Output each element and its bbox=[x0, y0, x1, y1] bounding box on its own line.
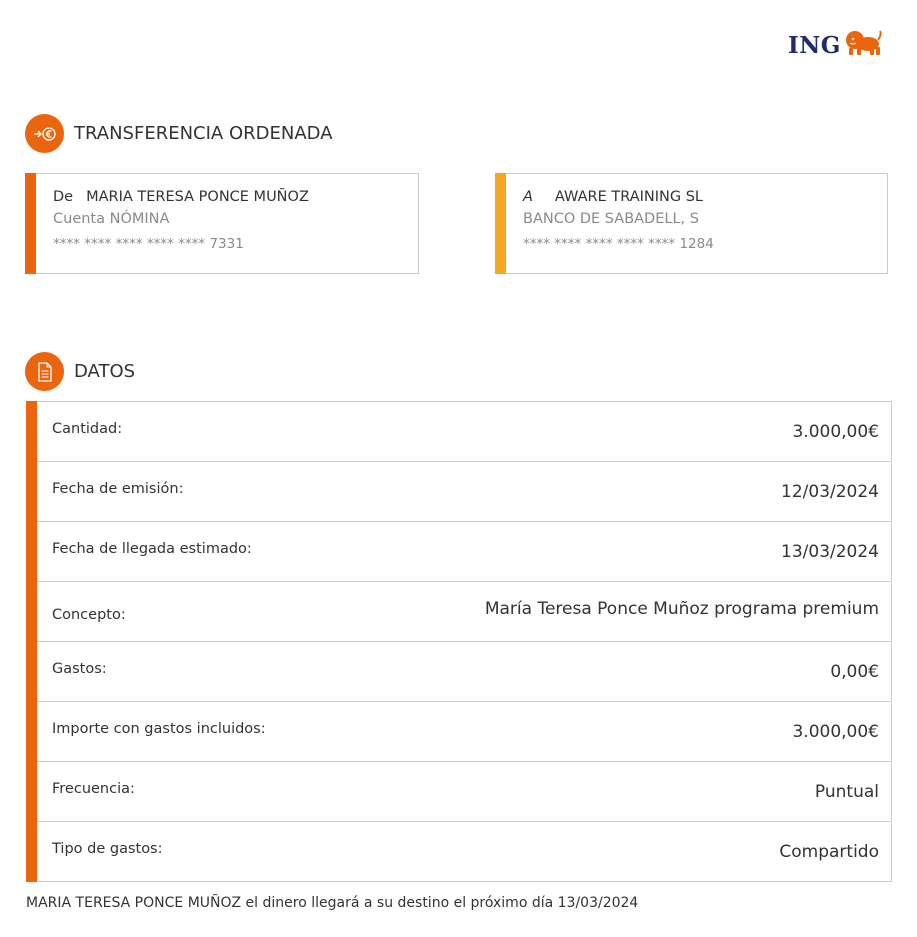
datos-section-title: DATOS bbox=[74, 361, 136, 382]
ing-logo-text: ING bbox=[788, 31, 841, 59]
recipient-card-accent bbox=[495, 173, 506, 274]
transfer-section-title: TRANSFERENCIA ORDENADA bbox=[74, 123, 333, 144]
datos-row-concepto bbox=[37, 582, 891, 642]
sender-name: MARIA TERESA PONCE MUÑOZ bbox=[86, 189, 309, 205]
sender-card bbox=[25, 173, 419, 274]
datos-table bbox=[26, 401, 892, 882]
recipient-account-mask: **** **** **** **** **** bbox=[523, 236, 676, 252]
row-label: Fecha de llegada estimado: bbox=[52, 541, 252, 557]
row-value: 12/03/2024 bbox=[781, 482, 879, 502]
datos-row-fecha-llegada bbox=[37, 522, 891, 582]
recipient-account-last-digits: 1284 bbox=[679, 236, 714, 252]
row-label: Frecuencia: bbox=[52, 781, 135, 797]
ing-logo bbox=[788, 30, 882, 60]
row-value: María Teresa Ponce Muñoz programa premium bbox=[484, 599, 879, 619]
recipient-lead: A bbox=[523, 189, 533, 205]
row-value: 3.000,00€ bbox=[792, 422, 879, 442]
row-label: Concepto: bbox=[52, 607, 126, 623]
datos-row-fecha-emision bbox=[37, 462, 891, 522]
row-label: Tipo de gastos: bbox=[52, 841, 163, 857]
row-value: 13/03/2024 bbox=[781, 542, 879, 562]
recipient-name: AWARE TRAINING SL bbox=[554, 189, 703, 205]
datos-section-header bbox=[25, 352, 135, 391]
sender-account-last-digits: 7331 bbox=[209, 236, 244, 252]
datos-row-gastos bbox=[37, 642, 891, 702]
row-value: Puntual bbox=[814, 782, 879, 802]
document-icon bbox=[25, 352, 64, 391]
row-value: Compartido bbox=[779, 842, 879, 862]
transfer-euro-icon bbox=[25, 114, 64, 153]
row-label: Importe con gastos incluidos: bbox=[52, 721, 266, 737]
sender-card-accent bbox=[25, 173, 36, 274]
arrival-note: MARIA TERESA PONCE MUÑOZ el dinero llegará a su destino el próximo día 13/03/2024 bbox=[26, 895, 639, 911]
sender-account-mask: **** **** **** **** **** bbox=[53, 236, 206, 252]
datos-row-frecuencia bbox=[37, 762, 891, 822]
row-value: 0,00€ bbox=[830, 662, 879, 682]
datos-table-accent bbox=[26, 401, 37, 882]
datos-row-cantidad bbox=[37, 402, 891, 462]
row-label: Fecha de emisión: bbox=[52, 481, 184, 497]
datos-row-tipo-gastos bbox=[37, 822, 891, 882]
sender-account-type: Cuenta NÓMINA bbox=[53, 211, 170, 227]
recipient-bank: BANCO DE SABADELL, S bbox=[523, 211, 699, 227]
sender-lead: De bbox=[53, 189, 74, 205]
row-label: Gastos: bbox=[52, 661, 107, 677]
transfer-section-header bbox=[25, 114, 333, 153]
datos-row-importe bbox=[37, 702, 891, 762]
row-label: Cantidad: bbox=[52, 421, 123, 437]
lion-icon bbox=[844, 30, 882, 60]
recipient-card bbox=[495, 173, 888, 274]
row-value: 3.000,00€ bbox=[792, 722, 879, 742]
